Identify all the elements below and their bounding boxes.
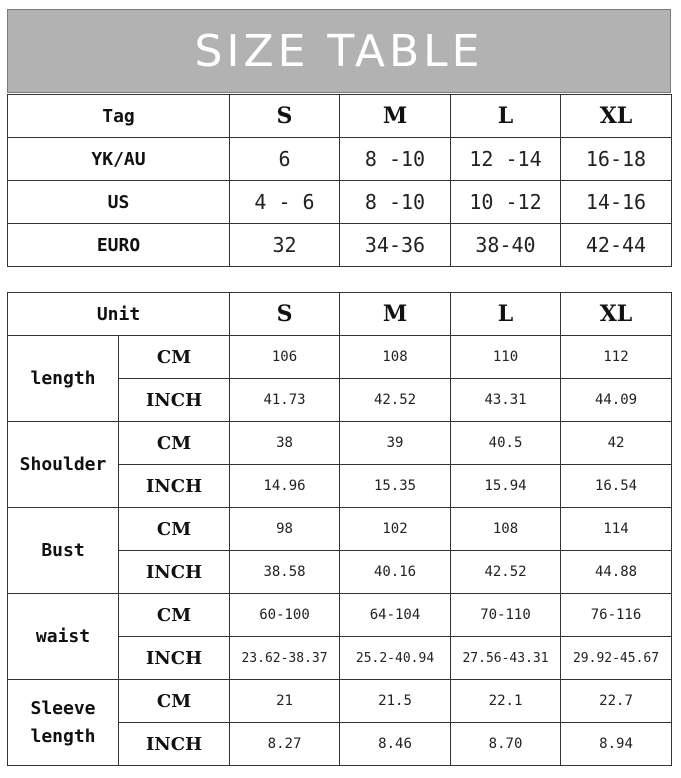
table-row (8, 680, 672, 723)
measurement-table (7, 292, 672, 766)
table-cell: 41.73 (230, 379, 340, 422)
header-cell: L (451, 293, 561, 336)
unit-cell: CM (119, 336, 230, 379)
table-cell: 32 (230, 224, 340, 267)
table-row (8, 138, 672, 181)
table-cell: 38 (230, 422, 340, 465)
table-cell: 6 (230, 138, 340, 181)
table-cell: 14.96 (230, 465, 340, 508)
table-cell: 38.58 (230, 551, 340, 594)
table-row (8, 508, 672, 551)
table-cell: 10 -12 (451, 181, 561, 224)
table-cell: 112 (561, 336, 672, 379)
header-cell: L (451, 95, 561, 138)
table-cell: 60-100 (230, 594, 340, 637)
table-cell: 42-44 (561, 224, 672, 267)
table-cell: 8.46 (340, 723, 451, 766)
table-cell: 21 (230, 680, 340, 723)
table-cell: 4 - 6 (230, 181, 340, 224)
header-cell: Tag (8, 95, 230, 138)
table-cell: 110 (451, 336, 561, 379)
table-cell: 98 (230, 508, 340, 551)
table-cell: 106 (230, 336, 340, 379)
table-cell: 34-36 (340, 224, 451, 267)
table-header-row (8, 95, 672, 138)
table-row (8, 181, 672, 224)
header-cell: Unit (8, 293, 230, 336)
table-cell: 12 -14 (451, 138, 561, 181)
table-cell: 40.16 (340, 551, 451, 594)
table-cell: 70-110 (451, 594, 561, 637)
measure-label: waist (8, 594, 119, 680)
measure-label: length (8, 336, 119, 422)
header-cell: M (340, 293, 451, 336)
table-header-row (8, 293, 672, 336)
table-cell: 40.5 (451, 422, 561, 465)
table-cell: 102 (340, 508, 451, 551)
table-cell: 22.7 (561, 680, 672, 723)
table-row (8, 224, 672, 267)
measure-label: Bust (8, 508, 119, 594)
table-cell: 8 -10 (340, 138, 451, 181)
table-cell: 42 (561, 422, 672, 465)
table-cell: 8.70 (451, 723, 561, 766)
unit-cell: INCH (119, 723, 230, 766)
table-cell: 39 (340, 422, 451, 465)
unit-cell: INCH (119, 637, 230, 680)
table-cell: 15.35 (340, 465, 451, 508)
table-cell: 44.09 (561, 379, 672, 422)
header-cell: M (340, 95, 451, 138)
title-banner (7, 9, 671, 93)
table-cell: 42.52 (340, 379, 451, 422)
table-cell: 8.94 (561, 723, 672, 766)
header-cell: XL (561, 293, 672, 336)
unit-cell: INCH (119, 465, 230, 508)
measure-label: Sleeve length (8, 680, 119, 766)
unit-cell: CM (119, 508, 230, 551)
header-cell: S (230, 293, 340, 336)
table-cell: 108 (451, 508, 561, 551)
unit-cell: INCH (119, 551, 230, 594)
table-cell: 21.5 (340, 680, 451, 723)
table-row (8, 594, 672, 637)
table-row (8, 422, 672, 465)
table-cell: 43.31 (451, 379, 561, 422)
table-cell: 22.1 (451, 680, 561, 723)
unit-cell: CM (119, 422, 230, 465)
table-cell: 16.54 (561, 465, 672, 508)
table-cell: 44.88 (561, 551, 672, 594)
table-cell: 108 (340, 336, 451, 379)
table-row (8, 336, 672, 379)
page-title: SIZE TABLE (194, 25, 484, 77)
table-cell: 8 -10 (340, 181, 451, 224)
table-cell: 76-116 (561, 594, 672, 637)
table-cell: 42.52 (451, 551, 561, 594)
table-cell: 114 (561, 508, 672, 551)
table-cell: 16-18 (561, 138, 672, 181)
table-cell: 14-16 (561, 181, 672, 224)
header-cell: XL (561, 95, 672, 138)
table-cell: 29.92-45.67 (561, 637, 672, 680)
table-cell: 27.56-43.31 (451, 637, 561, 680)
table-cell: 25.2-40.94 (340, 637, 451, 680)
row-label: YK/AU (8, 138, 230, 181)
unit-cell: CM (119, 594, 230, 637)
table-cell: 8.27 (230, 723, 340, 766)
unit-cell: INCH (119, 379, 230, 422)
table-cell: 64-104 (340, 594, 451, 637)
tag-size-table (7, 94, 672, 267)
row-label: EURO (8, 224, 230, 267)
header-cell: S (230, 95, 340, 138)
measure-label: Shoulder (8, 422, 119, 508)
unit-cell: CM (119, 680, 230, 723)
row-label: US (8, 181, 230, 224)
table-cell: 38-40 (451, 224, 561, 267)
table-cell: 23.62-38.37 (230, 637, 340, 680)
table-cell: 15.94 (451, 465, 561, 508)
